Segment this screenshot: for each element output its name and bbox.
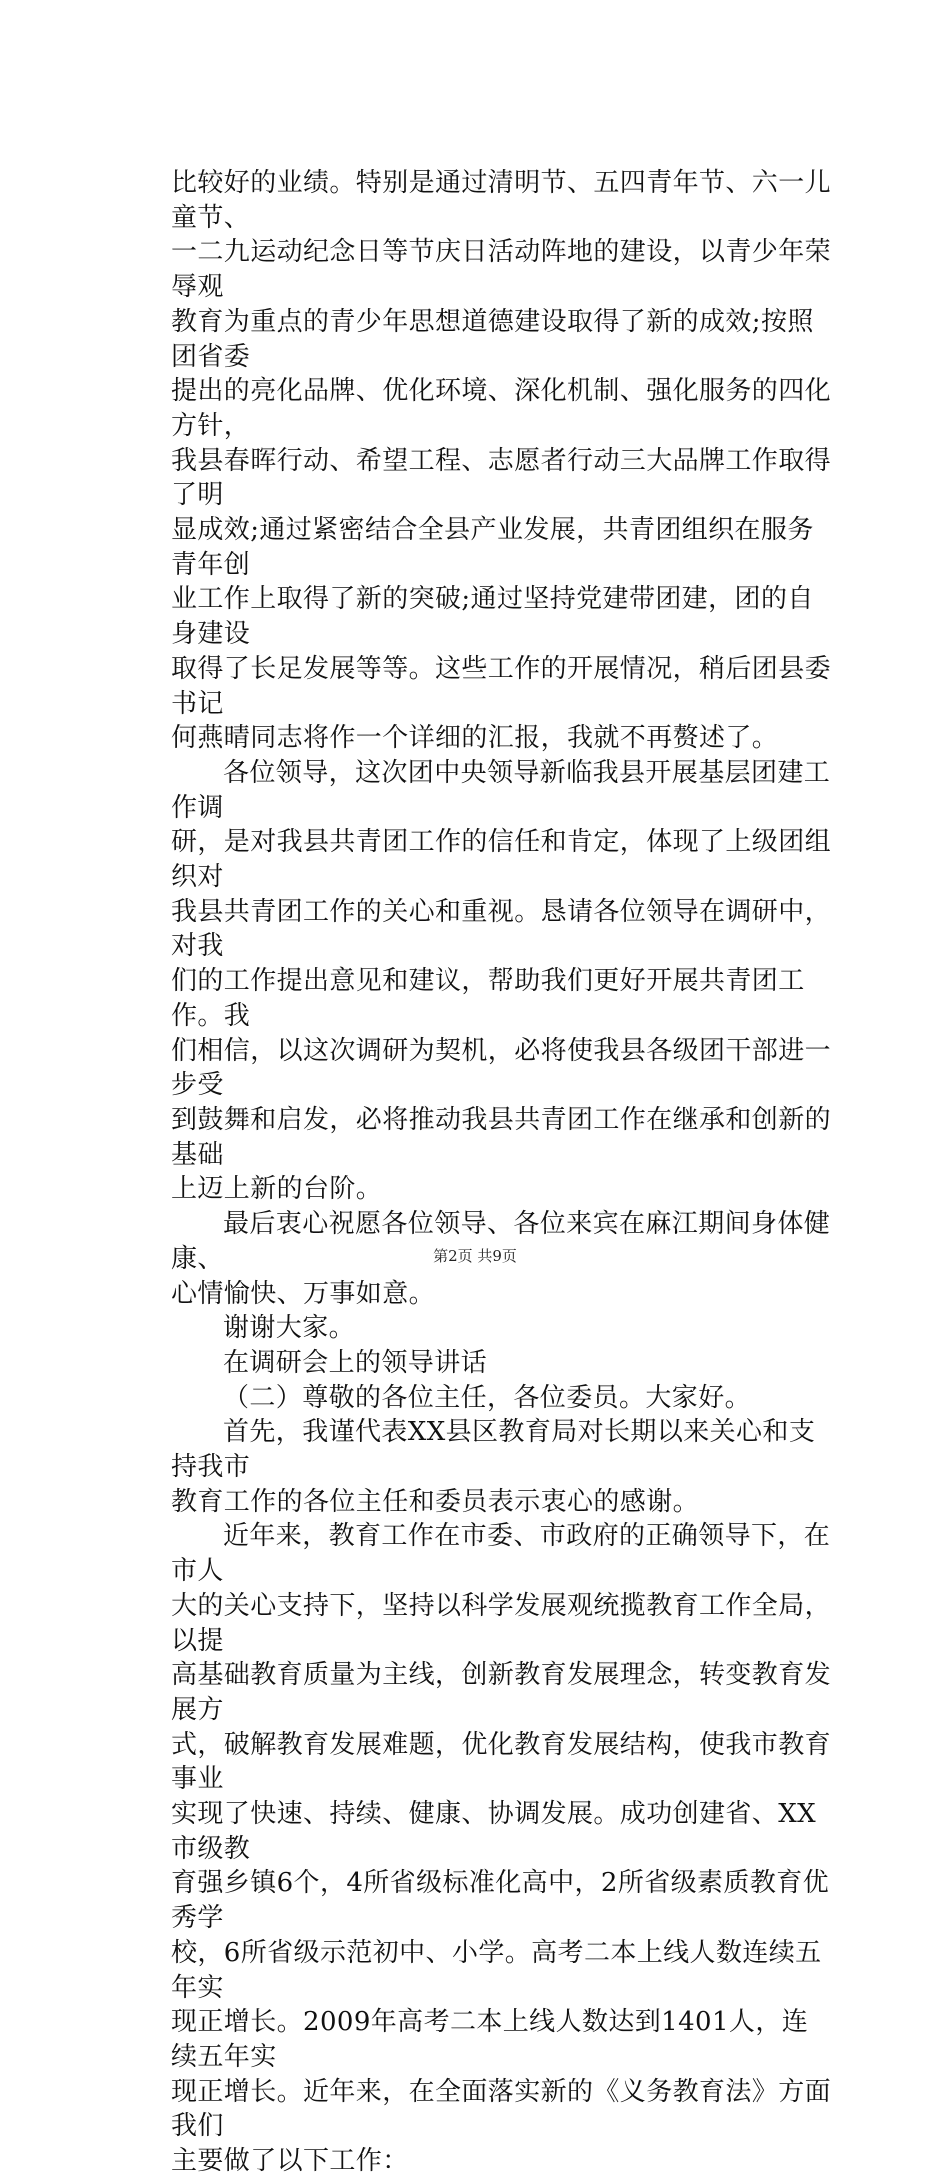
paragraph-gratitude: 首先，我谨代表XX县区教育局对长期以来关心和支持我市 教育工作的各位主任和委员表示衷心的感谢。 [171,1417,816,1517]
document-body [171,166,831,2179]
paragraph-research-visit: 各位领导，这次团中央领导新临我县开展基层团建工作调 研，是对我县共青团工作的信任和肯定，体现了上级团组织对 我县共青团工作的关心和重视。恳请各位领导在调研中，对我 们的工作提出意见和建议，帮助我们更好开展共青团工作。我 们相信，以这次调研为契机，必将使我县各级团干部进一步受 到鼓舞和启发，必将推动我县共青团工作在继承和创新的基础 上迈上新的台阶。 [171,757,832,1205]
speech-greeting: （二）尊敬的各位主任，各位委员。大家好。 [223,1382,752,1413]
paragraph-education-progress: 近年来，教育工作在市委、市政府的正确领导下，在市人 大的关心支持下，坚持以科学发展观统揽教育工作全局，以提 高基础教育质量为主线，创新教育发展理念，转变教育发展方 式，破解教育发展难题，优化教育发展结构，使我市教育事业 实现了快速、持续、健康、协调发展。成功创建省、XX市级教 育强乡镇6个，4所省级标准化高中，2所省级素质教育优秀学 校，6所省级示范初中、小学。高考二本上线人数连续五年实 现正增长。2009年高考二本上线人数达到1401人，连续五年实 现正增长。近年来，在全面落实新的《义务教育法》方面我们 主要做了以下工作： [171,1521,832,2177]
page-number: 第2页 共9页 [433,1247,517,1265]
paragraph-closing-wishes: 最后衷心祝愿各位领导、各位来宾在麻江期间身体健康、 心情愉快、万事如意。 [171,1209,831,1309]
paragraph-continued-achievements: 比较好的业绩。特别是通过清明节、五四青年节、六一儿童节、 一二九运动纪念日等节庆日活动阵地的建设，以青少年荣辱观 教育为重点的青少年思想道德建设取得了新的成效;按照团省委 提出的亮化品牌、优化环境、深化机制、强化服务的四化方针， 我县春晖行动、希望工程、志愿者行动三大品牌工作取得了明 显成效;通过紧密结合全县产业发展，共青团组织在服务青年创 业工作上取得了新的突破;通过坚持党建带团建，团的自身建设 取得了长足发展等等。这些工作的开展情况，稍后团县委书记 何燕晴同志将作一个详细的汇报，我就不再赘述了。 [171,168,832,754]
paragraph-thanks: 谢谢大家。 [223,1313,356,1344]
speech-title: 在调研会上的领导讲话 [223,1347,488,1378]
